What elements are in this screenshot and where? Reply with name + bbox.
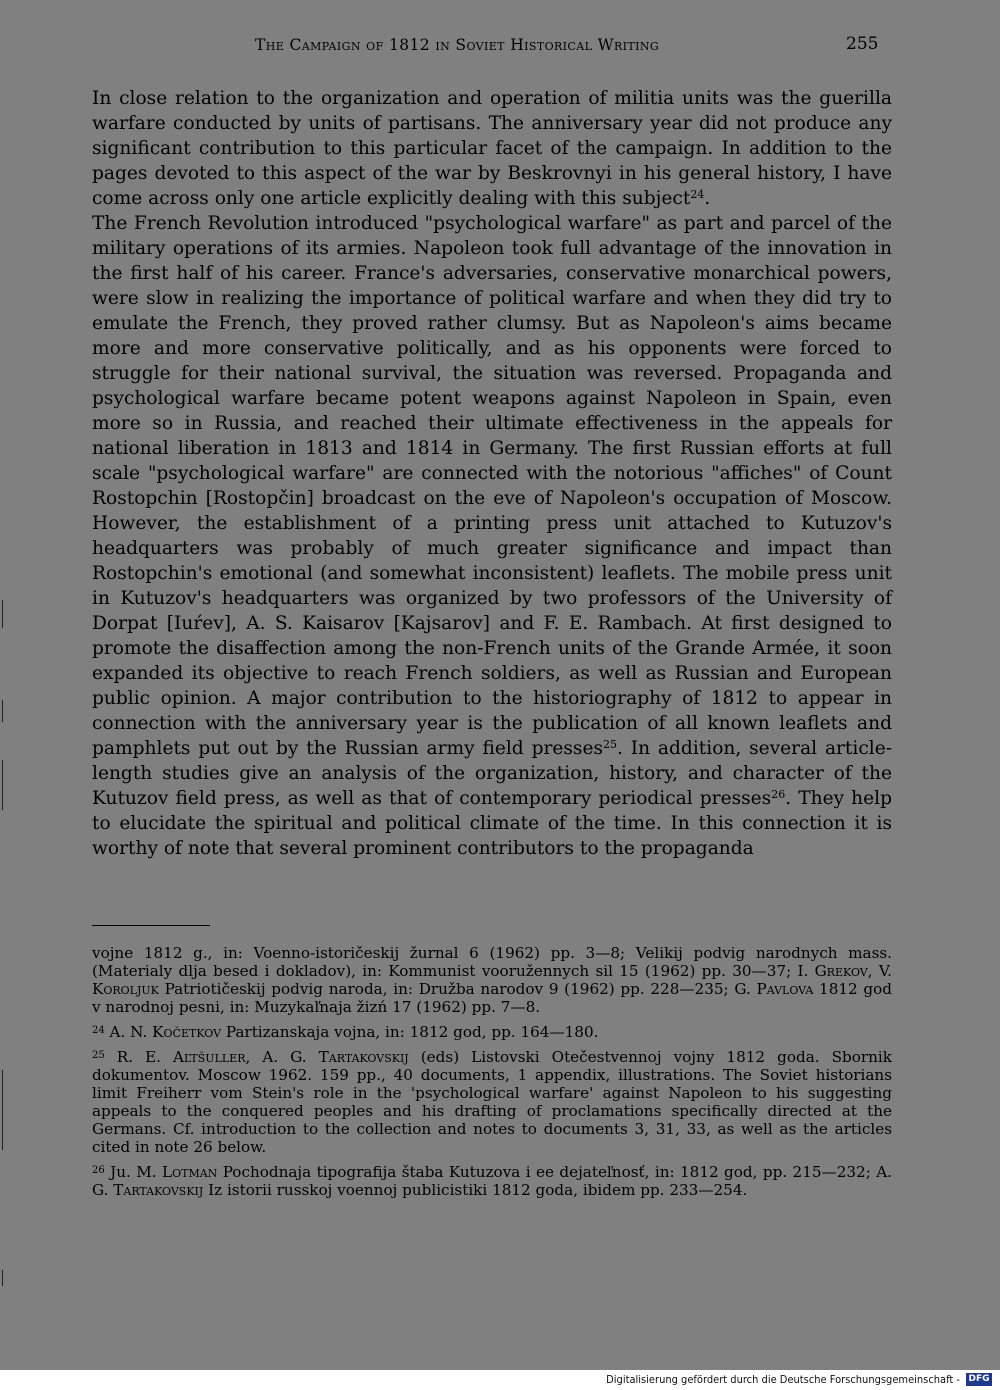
- footnote-number: 25: [92, 1050, 105, 1061]
- footnote-text: , V.: [867, 962, 892, 980]
- footnote-ref-24[interactable]: 24: [690, 188, 705, 201]
- body-text: [92, 86, 892, 861]
- footnote-text: Iz istorii russkoj voennoj publicistiki 1812 goda, ibidem pp. 233—254.: [203, 1181, 748, 1199]
- scan-edge-mark: [2, 1070, 3, 1150]
- dfg-logo: DFG: [966, 1373, 992, 1386]
- footnote-number: 26: [92, 1165, 105, 1176]
- footnote-text: 1812 god v narodnoj pesni, in: Muzykaľnaja žizń 17 (1962) pp. 7—8.: [92, 980, 892, 1016]
- scan-edge-mark: [2, 760, 3, 810]
- footnote-24: [92, 1023, 892, 1041]
- paragraph-text: In close relation to the organization and operation of militia units was the guerilla warfare conducted by units of partisans. The anniversary year did not produce any significant contribution to this particular facet of the campaign. In addition to the pages devoted to this aspect of the war by Beskrovnyi in his general history, I have come across only one article explicitly dealing with this subject: [92, 88, 892, 209]
- paragraph-text: . They help to elucidate the spiritual and political climate of the time. In this connection it is worthy of note that several prominent contributors to the propaganda: [92, 788, 892, 859]
- author-name: Tartakovskij: [113, 1181, 204, 1199]
- footnote-text: A. N.: [104, 1023, 153, 1041]
- footnote-26: [92, 1163, 892, 1199]
- footnotes: [92, 944, 892, 1206]
- footnote-text: , A. G.: [245, 1048, 319, 1066]
- footnote-text: Patriotičeskij podvig naroda, in: Družba narodov 9 (1962) pp. 228—235; G.: [158, 980, 757, 998]
- page-number: 255: [846, 34, 879, 54]
- footnote-separator: [92, 925, 210, 926]
- author-name: Aľtšuller: [173, 1048, 246, 1066]
- footnote-text: R. E.: [104, 1048, 174, 1066]
- digitization-footer: [0, 1370, 1000, 1390]
- author-name: Grekov: [814, 962, 868, 980]
- author-name: Tartakovskij: [318, 1048, 409, 1066]
- footnote-continuation: [92, 944, 892, 1016]
- scan-edge-mark: [2, 700, 3, 722]
- footnote-number: 24: [92, 1025, 105, 1036]
- author-name: Koroljuk: [92, 980, 159, 998]
- footnote-ref-26[interactable]: 26: [771, 788, 786, 801]
- footnote-text: vojne 1812 g., in: Voenno-istoričeskij žurnal 6 (1962) pp. 3—8; Velikij podvig narodnych mass. (Materialy dlja besed i dokladov), in: Kommunist vooružennych sil 15 (1962) pp. 30—37; I.: [92, 944, 892, 980]
- paragraph-psychological-warfare: [92, 211, 892, 861]
- scan-edge-mark: [2, 600, 3, 628]
- paragraph-text: The French Revolution introduced "psychological warfare" as part and parcel of the military operations of its armies. Napoleon took full advantage of the innovation in the first half of his career. France's adversaries, conservative monarchical powers, were slow in realizing the importance of political warfare and when they did try to emulate the French, they proved rather clumsy. But as Napoleon's aims became more and more conservative politically, and as his opponents were forced to struggle for their national survival, the situation was reversed. Propaganda and psychological warfare became potent weapons against Napoleon in Spain, even more so in Russia, and reached their ultimate effectiveness in the appeals for national liberation in 1813 and 1814 in Germany. The first Russian efforts at full scale "psychological warfare" are connected with the notorious "affiches" of Count Rostopchin [Rostopčin] broadcast on the eve of Napoleon's occupation of Moscow. However, the establishment of a printing press unit attached to Kutuzov's headquarters was probably of much greater significance and impact than Rostopchin's emotional (and somewhat inconsistent) leaflets. The mobile press unit in Kutuzov's headquarters was organized by two professors of the University of Dorpat [Iuŕev], A. S. Kaisarov [Kajsarov] and F. E. Rambach. At first designed to promote the disaffection among the non-French units of the Grande Armée, it soon expanded its objective to reach French soldiers, as well as Russian and European public opinion. A major contribution to the historiography of 1812 to appear in connection with the anniversary year is the publication of all known leaflets and pamphlets put out by the Russian army field presses: [92, 213, 892, 759]
- author-name: Lotman: [162, 1163, 218, 1181]
- footnote-text: Partizanskaja vojna, in: 1812 god, pp. 164—180.: [221, 1023, 599, 1041]
- footnote-25: [92, 1048, 892, 1156]
- paragraph-text: .: [704, 188, 711, 209]
- footnote-text: Pochodnaja tipografija štaba Kutuzova i ee dejateľnosť, in: 1812 god, pp. 215—232; A. G.: [92, 1163, 893, 1199]
- footnote-text: (eds) Listovski Otečestvennoj vojny 1812 goda. Sbornik dokumentov. Moscow 1962. 159 pp., 40 documents, 1 appendix, illustrations. The Soviet historians limit Freiherr vom Stein's role in the 'psychological warfare' against Napoleon to his suggesting appeals to the conquered peoples and his drafting of proclamations specifically directed at the Germans. Cf. introduction to the collection and notes to documents 3, 31, 33, as well as the articles cited in note 26 below.: [92, 1048, 892, 1156]
- running-title: The Campaign of 1812 in Soviet Historical Writing: [255, 36, 660, 54]
- author-name: Kočetkov: [152, 1023, 222, 1041]
- paragraph-guerilla: [92, 86, 892, 211]
- author-name: Pavlova: [756, 980, 814, 998]
- paragraph-text: . In addition, several article-length studies give an analysis of the organization, history, and character of the Kutuzov field press, as well as that of contemporary periodical presses: [92, 738, 892, 809]
- scan-edge-mark: [2, 1270, 3, 1286]
- footnote-text: Ju. M.: [104, 1163, 163, 1181]
- footnote-ref-25[interactable]: 25: [603, 738, 617, 751]
- funding-credit: Digitalisierung gefördert durch die Deutsche Forschungsgemeinschaft -: [606, 1373, 960, 1386]
